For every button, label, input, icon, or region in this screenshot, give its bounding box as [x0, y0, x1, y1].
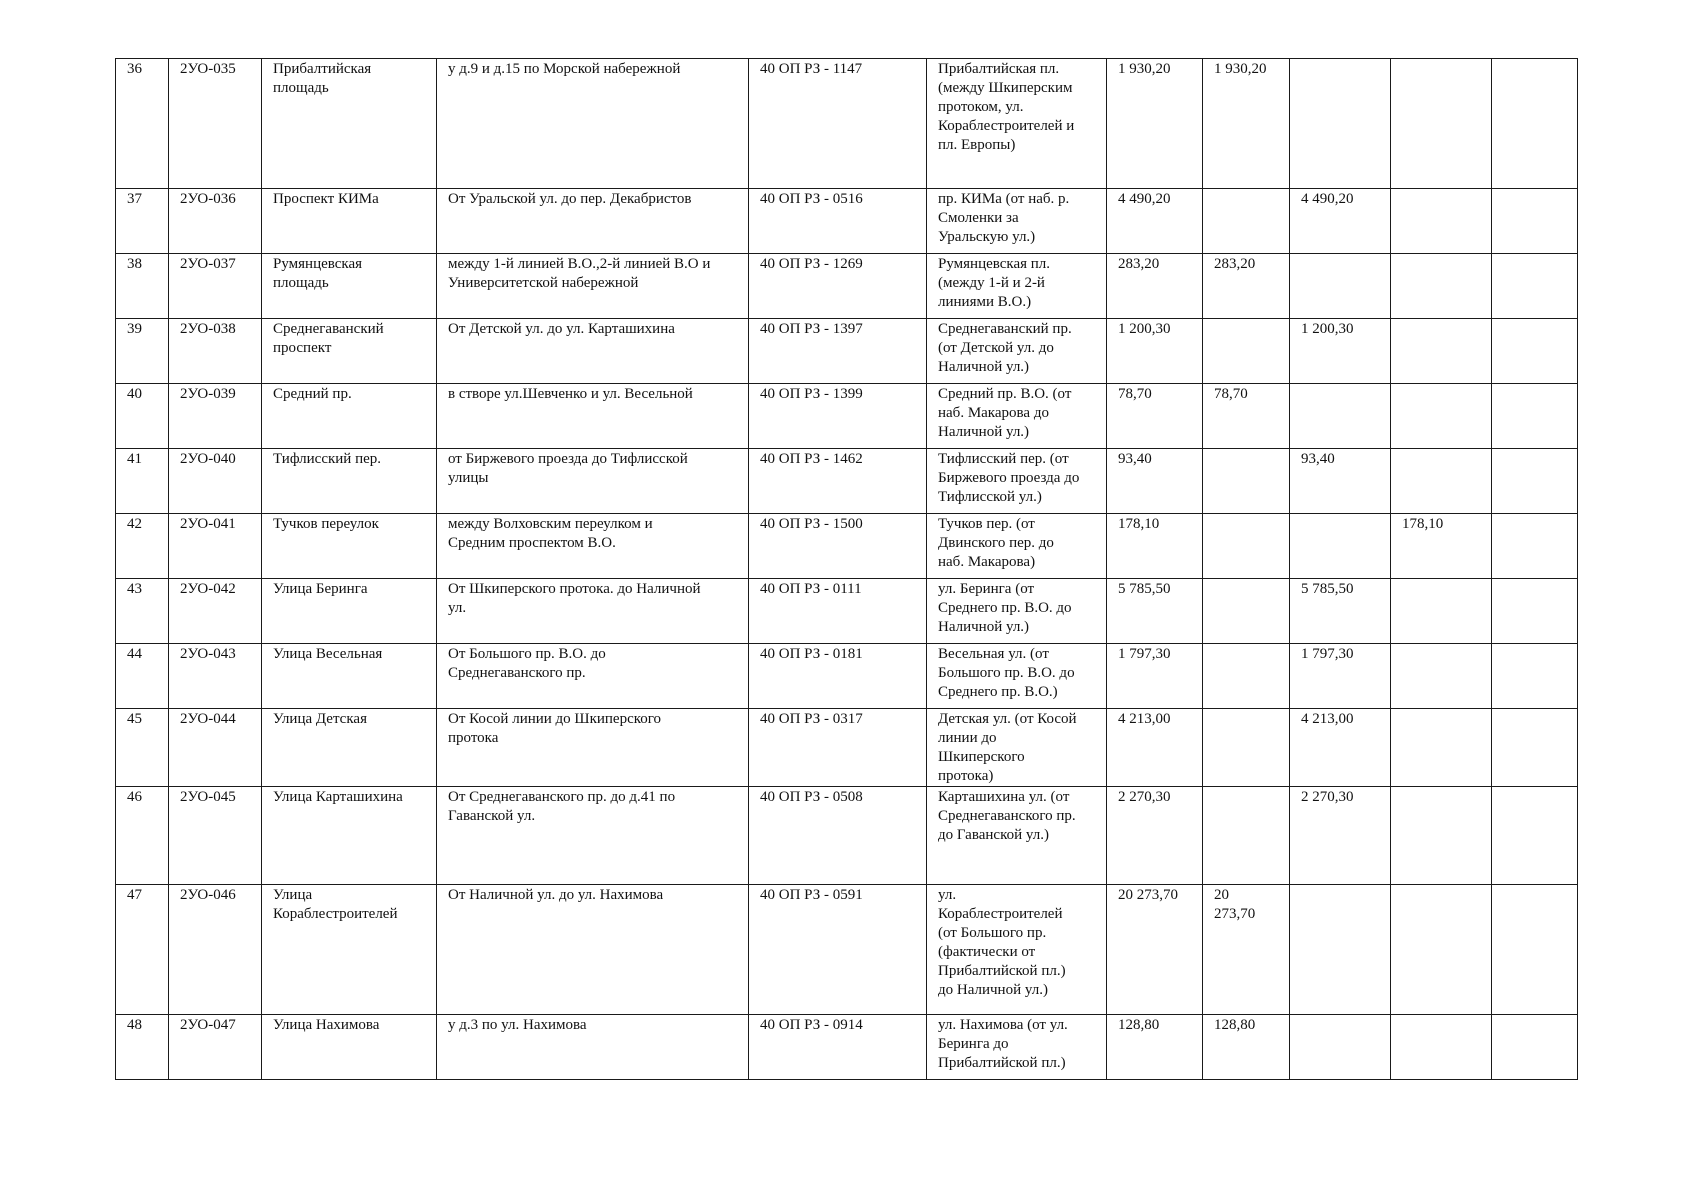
road-id-cell: 40 ОП РЗ - 1397: [749, 319, 927, 384]
area-col-4-cell: [1492, 59, 1578, 189]
area-col-1-cell: [1203, 449, 1290, 514]
object-name-cell: Средний пр.: [262, 384, 437, 449]
area-col-2-cell: [1290, 514, 1391, 579]
road-id-cell: 40 ОП РЗ - 0181: [749, 644, 927, 709]
table-row: [116, 1015, 1578, 1080]
row-number-cell: 36: [116, 59, 169, 189]
roads-table: [115, 58, 1578, 1080]
row-number-cell: 42: [116, 514, 169, 579]
table-row: [116, 449, 1578, 514]
table-row: [116, 59, 1578, 189]
road-id-cell: 40 ОП РЗ - 1500: [749, 514, 927, 579]
area-col-1-cell: [1203, 514, 1290, 579]
area-col-1-cell: 128,80: [1203, 1015, 1290, 1080]
area-col-4-cell: [1492, 579, 1578, 644]
table-row: [116, 709, 1578, 787]
area-col-2-cell: [1290, 1015, 1391, 1080]
road-name-cell: Среднегаванский пр. (от Детской ул. до Наличной ул.): [927, 319, 1107, 384]
object-name-cell: Прибалтийская площадь: [262, 59, 437, 189]
area-col-1-cell: [1203, 644, 1290, 709]
area-col-1-cell: [1203, 709, 1290, 787]
total-area-cell: 5 785,50: [1107, 579, 1203, 644]
total-area-cell: 128,80: [1107, 1015, 1203, 1080]
location-cell: От Детской ул. до ул. Карташихина: [437, 319, 749, 384]
table-row: [116, 254, 1578, 319]
object-code-cell: 2УО-039: [169, 384, 262, 449]
road-name-cell: ул. Кораблестроителей (от Большого пр. (фактически от Прибалтийской пл.) до Наличной ул.): [927, 885, 1107, 1015]
road-id-cell: 40 ОП РЗ - 1462: [749, 449, 927, 514]
road-id-cell: 40 ОП РЗ - 1269: [749, 254, 927, 319]
object-name-cell: Среднегаванский проспект: [262, 319, 437, 384]
total-area-cell: 4 213,00: [1107, 709, 1203, 787]
area-col-3-cell: [1391, 885, 1492, 1015]
road-name-cell: Весельная ул. (от Большого пр. В.О. до Среднего пр. В.О.): [927, 644, 1107, 709]
table-body: [116, 59, 1578, 1080]
total-area-cell: 78,70: [1107, 384, 1203, 449]
area-col-4-cell: [1492, 449, 1578, 514]
total-area-cell: 283,20: [1107, 254, 1203, 319]
object-name-cell: Улица Кораблестроителей: [262, 885, 437, 1015]
area-col-2-cell: 4 490,20: [1290, 189, 1391, 254]
location-cell: От Большого пр. В.О. до Среднегаванского пр.: [437, 644, 749, 709]
total-area-cell: 93,40: [1107, 449, 1203, 514]
area-col-2-cell: 1 200,30: [1290, 319, 1391, 384]
table-row: [116, 644, 1578, 709]
location-cell: от Биржевого проезда до Тифлисской улицы: [437, 449, 749, 514]
area-col-2-cell: [1290, 885, 1391, 1015]
area-col-1-cell: [1203, 189, 1290, 254]
table-row: [116, 189, 1578, 254]
total-area-cell: 4 490,20: [1107, 189, 1203, 254]
total-area-cell: 20 273,70: [1107, 885, 1203, 1015]
object-code-cell: 2УО-035: [169, 59, 262, 189]
road-name-cell: Прибалтийская пл. (между Шкиперским протоком, ул. Кораблестроителей и пл. Европы): [927, 59, 1107, 189]
road-name-cell: Тифлисский пер. (от Биржевого проезда до Тифлисской ул.): [927, 449, 1107, 514]
area-col-3-cell: [1391, 449, 1492, 514]
object-code-cell: 2УО-046: [169, 885, 262, 1015]
road-name-cell: Карташихина ул. (от Среднегаванского пр. до Гаванской ул.): [927, 787, 1107, 885]
area-col-1-cell: [1203, 787, 1290, 885]
object-name-cell: Тифлисский пер.: [262, 449, 437, 514]
row-number-cell: 47: [116, 885, 169, 1015]
location-cell: От Среднегаванского пр. до д.41 по Гаванской ул.: [437, 787, 749, 885]
area-col-3-cell: [1391, 189, 1492, 254]
row-number-cell: 41: [116, 449, 169, 514]
object-name-cell: Румянцевская площадь: [262, 254, 437, 319]
total-area-cell: 1 200,30: [1107, 319, 1203, 384]
total-area-cell: 2 270,30: [1107, 787, 1203, 885]
row-number-cell: 43: [116, 579, 169, 644]
road-id-cell: 40 ОП РЗ - 0317: [749, 709, 927, 787]
area-col-2-cell: [1290, 254, 1391, 319]
area-col-3-cell: [1391, 709, 1492, 787]
area-col-4-cell: [1492, 1015, 1578, 1080]
row-number-cell: 37: [116, 189, 169, 254]
road-name-cell: пр. КИМа (от наб. р. Смоленки за Уральскую ул.): [927, 189, 1107, 254]
area-col-1-cell: 283,20: [1203, 254, 1290, 319]
area-col-2-cell: 93,40: [1290, 449, 1391, 514]
location-cell: у д.3 по ул. Нахимова: [437, 1015, 749, 1080]
location-cell: в створе ул.Шевченко и ул. Весельной: [437, 384, 749, 449]
location-cell: От Шкиперского протока. до Наличной ул.: [437, 579, 749, 644]
road-name-cell: ул. Беринга (от Среднего пр. В.О. до Наличной ул.): [927, 579, 1107, 644]
object-name-cell: Улица Нахимова: [262, 1015, 437, 1080]
area-col-2-cell: [1290, 59, 1391, 189]
area-col-3-cell: [1391, 644, 1492, 709]
object-code-cell: 2УО-044: [169, 709, 262, 787]
total-area-cell: 1 797,30: [1107, 644, 1203, 709]
area-col-3-cell: [1391, 254, 1492, 319]
table-row: [116, 514, 1578, 579]
area-col-4-cell: [1492, 319, 1578, 384]
area-col-4-cell: [1492, 885, 1578, 1015]
road-id-cell: 40 ОП РЗ - 0111: [749, 579, 927, 644]
road-id-cell: 40 ОП РЗ - 0508: [749, 787, 927, 885]
road-name-cell: Средний пр. В.О. (от наб. Макарова до Наличной ул.): [927, 384, 1107, 449]
object-code-cell: 2УО-038: [169, 319, 262, 384]
area-col-4-cell: [1492, 384, 1578, 449]
object-name-cell: Проспект КИМа: [262, 189, 437, 254]
object-name-cell: Улица Карташихина: [262, 787, 437, 885]
area-col-4-cell: [1492, 189, 1578, 254]
area-col-2-cell: 2 270,30: [1290, 787, 1391, 885]
area-col-1-cell: 78,70: [1203, 384, 1290, 449]
location-cell: у д.9 и д.15 по Морской набережной: [437, 59, 749, 189]
table-row: [116, 384, 1578, 449]
road-id-cell: 40 ОП РЗ - 1399: [749, 384, 927, 449]
object-code-cell: 2УО-037: [169, 254, 262, 319]
row-number-cell: 40: [116, 384, 169, 449]
row-number-cell: 39: [116, 319, 169, 384]
area-col-1-cell: [1203, 579, 1290, 644]
object-code-cell: 2УО-047: [169, 1015, 262, 1080]
area-col-4-cell: [1492, 644, 1578, 709]
row-number-cell: 45: [116, 709, 169, 787]
object-code-cell: 2УО-045: [169, 787, 262, 885]
road-id-cell: 40 ОП РЗ - 1147: [749, 59, 927, 189]
road-id-cell: 40 ОП РЗ - 0914: [749, 1015, 927, 1080]
area-col-1-cell: 20 273,70: [1203, 885, 1290, 1015]
object-name-cell: Улица Детская: [262, 709, 437, 787]
area-col-1-cell: 1 930,20: [1203, 59, 1290, 189]
total-area-cell: 1 930,20: [1107, 59, 1203, 189]
area-col-2-cell: [1290, 384, 1391, 449]
location-cell: От Наличной ул. до ул. Нахимова: [437, 885, 749, 1015]
area-col-3-cell: [1391, 319, 1492, 384]
object-code-cell: 2УО-042: [169, 579, 262, 644]
object-name-cell: Тучков переулок: [262, 514, 437, 579]
area-col-2-cell: 5 785,50: [1290, 579, 1391, 644]
area-col-1-cell: [1203, 319, 1290, 384]
road-name-cell: Румянцевская пл. (между 1-й и 2-й линиями В.О.): [927, 254, 1107, 319]
road-name-cell: Детская ул. (от Косой линии до Шкиперского протока): [927, 709, 1107, 787]
area-col-4-cell: [1492, 254, 1578, 319]
table-row: [116, 885, 1578, 1015]
table-row: [116, 579, 1578, 644]
area-col-3-cell: 178,10: [1391, 514, 1492, 579]
row-number-cell: 48: [116, 1015, 169, 1080]
location-cell: От Косой линии до Шкиперского протока: [437, 709, 749, 787]
object-code-cell: 2УО-041: [169, 514, 262, 579]
area-col-4-cell: [1492, 514, 1578, 579]
object-code-cell: 2УО-043: [169, 644, 262, 709]
area-col-2-cell: 1 797,30: [1290, 644, 1391, 709]
row-number-cell: 46: [116, 787, 169, 885]
row-number-cell: 38: [116, 254, 169, 319]
area-col-4-cell: [1492, 787, 1578, 885]
location-cell: От Уральской ул. до пер. Декабристов: [437, 189, 749, 254]
area-col-3-cell: [1391, 1015, 1492, 1080]
total-area-cell: 178,10: [1107, 514, 1203, 579]
road-name-cell: Тучков пер. (от Двинского пер. до наб. Макарова): [927, 514, 1107, 579]
area-col-4-cell: [1492, 709, 1578, 787]
object-name-cell: Улица Весельная: [262, 644, 437, 709]
table-row: [116, 319, 1578, 384]
object-code-cell: 2УО-036: [169, 189, 262, 254]
road-name-cell: ул. Нахимова (от ул. Беринга до Прибалтийской пл.): [927, 1015, 1107, 1080]
area-col-3-cell: [1391, 579, 1492, 644]
road-id-cell: 40 ОП РЗ - 0591: [749, 885, 927, 1015]
object-name-cell: Улица Беринга: [262, 579, 437, 644]
area-col-3-cell: [1391, 59, 1492, 189]
area-col-2-cell: 4 213,00: [1290, 709, 1391, 787]
area-col-3-cell: [1391, 787, 1492, 885]
table-row: [116, 787, 1578, 885]
location-cell: между 1-й линией В.О.,2-й линией В.О и Университетской набережной: [437, 254, 749, 319]
location-cell: между Волховским переулком и Средним проспектом В.О.: [437, 514, 749, 579]
road-id-cell: 40 ОП РЗ - 0516: [749, 189, 927, 254]
object-code-cell: 2УО-040: [169, 449, 262, 514]
area-col-3-cell: [1391, 384, 1492, 449]
row-number-cell: 44: [116, 644, 169, 709]
